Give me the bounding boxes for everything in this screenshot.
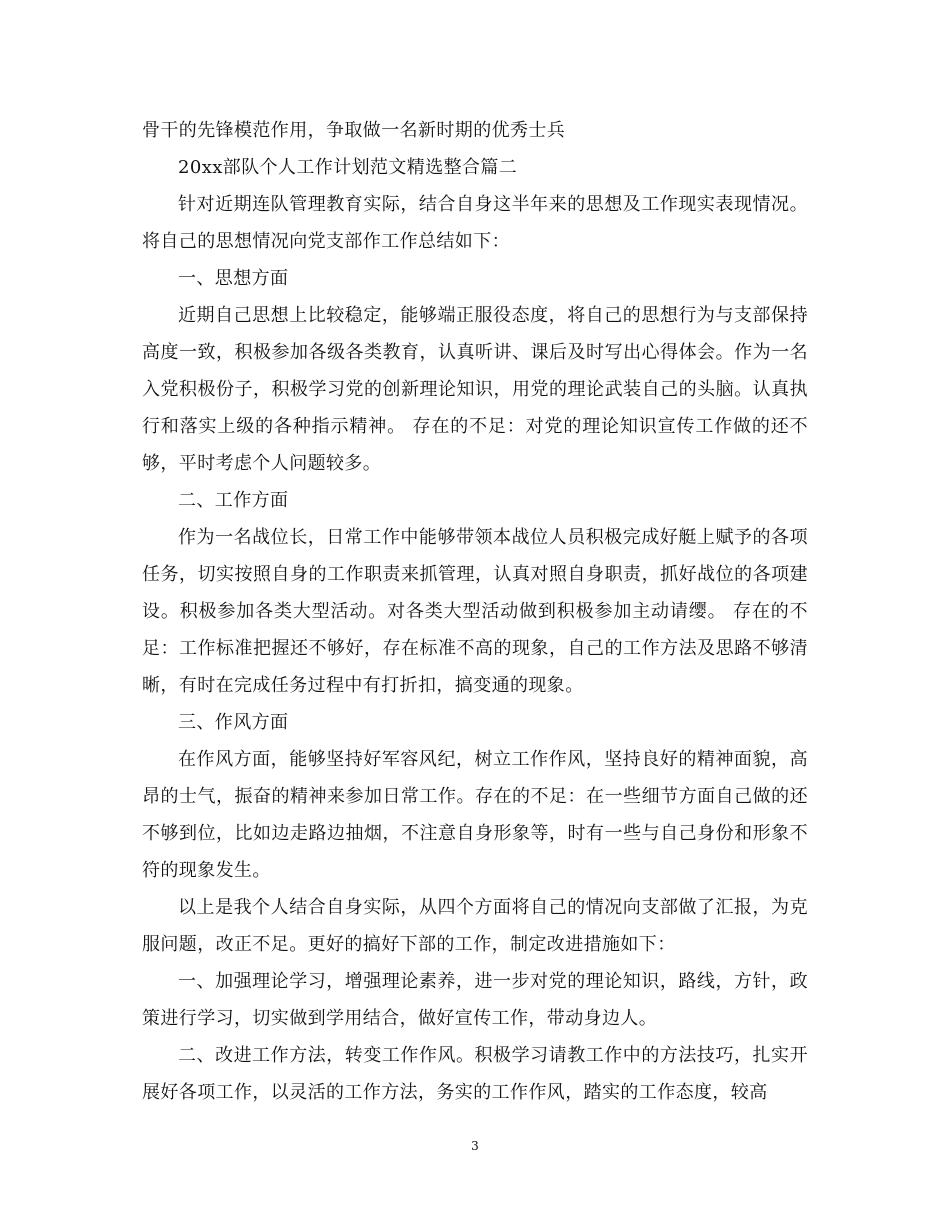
- paragraph-summary: 以上是我个人结合自身实际，从四个方面将自己的情况向支部做了汇报，为克服问题，改正不足。更好的搞好下部的工作，制定改进措施如下：: [142, 897, 808, 955]
- paragraph-measure-1: 一、加强理论学习，增强理论素养，进一步对党的理论知识，路线，方针，政策进行学习，切实做到学用结合，做好宣传工作，带动身边人。: [142, 971, 808, 1029]
- page-number: 3: [471, 1139, 479, 1153]
- heading-style: 三、作风方面: [178, 712, 289, 733]
- section-title: 20xx部队个人工作计划范文精选整合篇二: [178, 157, 518, 178]
- paragraph-measure-2: 二、改进工作方法，转变工作作风。积极学习请教工作中的方法技巧，扎实开展好各项工作，以灵活的工作方法，务实的工作作风，踏实的工作态度，较高: [142, 1045, 808, 1103]
- heading-thought: 一、思想方面: [178, 268, 289, 289]
- heading-work: 二、工作方面: [178, 490, 289, 511]
- paragraph-work: 作为一名战位长，日常工作中能够带领本战位人员积极完成好艇上赋予的各项任务，切实按照自身的工作职责来抓管理，认真对照自身职责，抓好战位的各项建设。积极参加各类大型活动。对各类大型活动做到积极参加主动请缨。 存在的不足：工作标准把握还不够好，存在标准不高的现象，自己的工作方法及思路不够清晰，有时在完成任务过程中有打折扣，搞变通的现象。: [142, 527, 808, 696]
- paragraph-thought: 近期自己思想上比较稳定，能够端正服役态度，将自己的思想行为与支部保持高度一致，积极参加各级各类教育，认真听讲、课后及时写出心得体会。作为一名入党积极份子，积极学习党的创新理论知识，用党的理论武装自己的头脑。认真执行和落实上级的各种指示精神。 存在的不足：对党的理论知识宣传工作做的还不够，平时考虑个人问题较多。: [142, 305, 808, 474]
- paragraph-continuation: 骨干的先锋模范作用，争取做一名新时期的优秀士兵: [142, 120, 566, 141]
- document-body: [142, 112, 808, 1111]
- paragraph-style: 在作风方面，能够坚持好军容风纪，树立工作作风，坚持良好的精神面貌，高昂的士气，振奋的精神来参加日常工作。存在的不足：在一些细节方面自己做的还不够到位，比如边走路边抽烟，不注意自身形象等，时有一些与自己身份和形象不符的现象发生。: [142, 749, 808, 881]
- paragraph-intro: 针对近期连队管理教育实际，结合自身这半年来的思想及工作现实表现情况。将自己的思想情况向党支部作工作总结如下：: [142, 194, 808, 252]
